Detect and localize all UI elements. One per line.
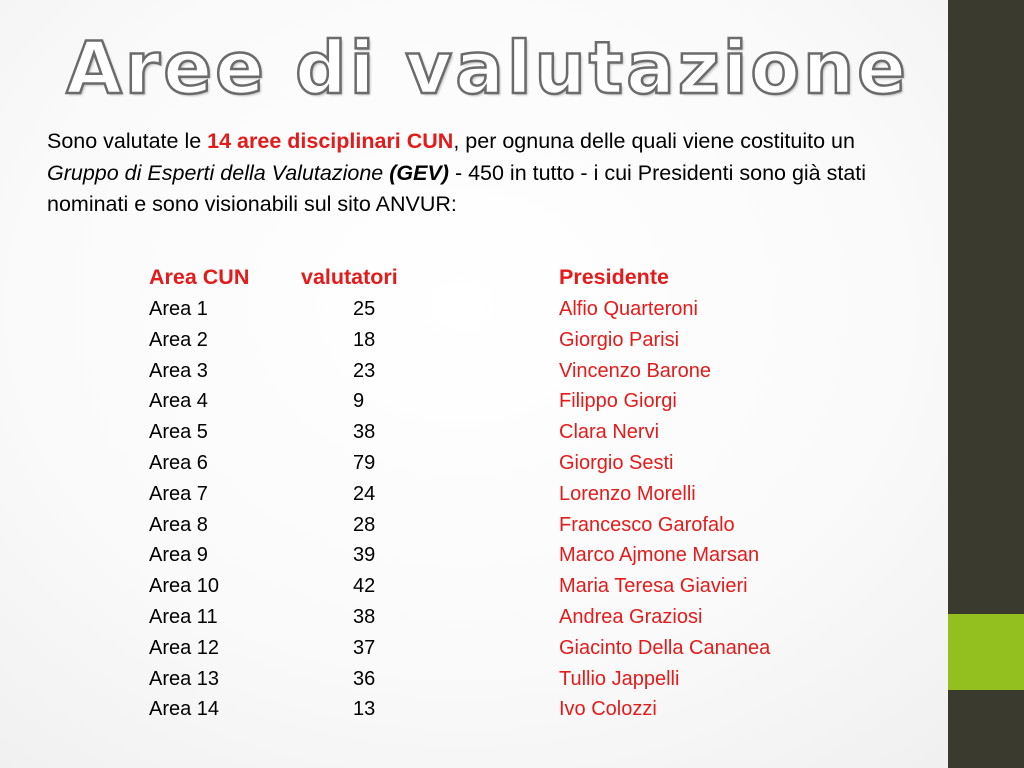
intro-highlight-aree: 14 aree disciplinari CUN (207, 129, 454, 153)
cell-valutatori: 42 (353, 575, 376, 598)
cell-presidente: Giacinto Della Cananea (559, 636, 771, 659)
cell-area: Area 10 (149, 575, 220, 598)
cell-presidente: Maria Teresa Giavieri (559, 575, 748, 598)
header-valutatori: valutatori (301, 265, 398, 289)
areas-table (149, 261, 849, 725)
slide-title: Aree di valutazione (66, 26, 909, 110)
table-header-row (149, 261, 849, 294)
table-row (149, 633, 849, 664)
table-row (149, 510, 849, 541)
table-row (149, 694, 849, 725)
cell-presidente: Filippo Giorgi (559, 390, 677, 413)
cell-presidente: Andrea Graziosi (559, 605, 703, 628)
header-area-cun: Area CUN (149, 265, 250, 289)
cell-valutatori: 37 (353, 636, 376, 659)
intro-text-1: Sono valutate le (47, 129, 208, 153)
cell-area: Area 7 (149, 482, 208, 505)
cell-valutatori: 18 (353, 328, 376, 351)
table-row (149, 664, 849, 695)
cell-valutatori: 23 (353, 359, 376, 382)
table-row (149, 356, 849, 387)
cell-presidente: Giorgio Sesti (559, 451, 674, 474)
cell-valutatori: 38 (353, 421, 376, 444)
table-row (149, 294, 849, 325)
cell-presidente: Vincenzo Barone (559, 359, 711, 382)
table-row (149, 417, 849, 448)
intro-paragraph (47, 126, 927, 221)
cell-presidente: Francesco Garofalo (559, 513, 735, 536)
table-row (149, 325, 849, 356)
cell-area: Area 6 (149, 451, 208, 474)
cell-valutatori: 38 (353, 605, 376, 628)
cell-area: Area 13 (149, 667, 220, 690)
cell-area: Area 14 (149, 698, 220, 721)
intro-text-3: - 450 in tutto - i cui Presidenti sono già stati nominati e sono visionabili sul sito ANVUR: (47, 160, 867, 216)
cell-presidente: Clara Nervi (559, 421, 660, 444)
cell-presidente: Alfio Quarteroni (559, 298, 698, 320)
table-row (149, 386, 849, 417)
cell-presidente: Lorenzo Morelli (559, 482, 696, 505)
cell-presidente: Marco Ajmone Marsan (559, 544, 760, 567)
cell-valutatori: 9 (353, 390, 365, 413)
side-accent-block (948, 614, 1024, 690)
intro-gev-name: Gruppo di Esperti della Valutazione (47, 160, 384, 185)
cell-presidente: Giorgio Parisi (559, 328, 680, 351)
cell-valutatori: 39 (353, 544, 376, 567)
cell-presidente: Ivo Colozzi (559, 698, 657, 721)
cell-area: Area 2 (149, 328, 208, 351)
table-body (149, 294, 849, 725)
table-row (149, 479, 849, 510)
cell-area: Area 11 (149, 605, 218, 628)
table-row (149, 571, 849, 602)
cell-area: Area 9 (149, 544, 208, 567)
table-row (149, 448, 849, 479)
cell-valutatori: 25 (353, 298, 376, 320)
header-presidente: Presidente (559, 265, 669, 289)
intro-text-2: , per ognuna delle quali viene costituito un (453, 129, 855, 153)
cell-valutatori: 79 (353, 451, 376, 474)
cell-area: Area 4 (149, 390, 208, 413)
cell-area: Area 1 (149, 298, 208, 320)
cell-valutatori: 13 (353, 698, 376, 721)
intro-gev-abbrev: (GEV) (389, 160, 449, 185)
cell-area: Area 5 (149, 421, 208, 444)
table-row (149, 602, 849, 633)
cell-valutatori: 28 (353, 513, 376, 536)
cell-valutatori: 24 (353, 482, 376, 505)
cell-area: Area 3 (149, 359, 208, 382)
table-row (149, 540, 849, 571)
cell-area: Area 12 (149, 636, 220, 659)
cell-area: Area 8 (149, 513, 208, 536)
cell-valutatori: 36 (353, 667, 376, 690)
cell-presidente: Tullio Jappelli (559, 667, 680, 690)
